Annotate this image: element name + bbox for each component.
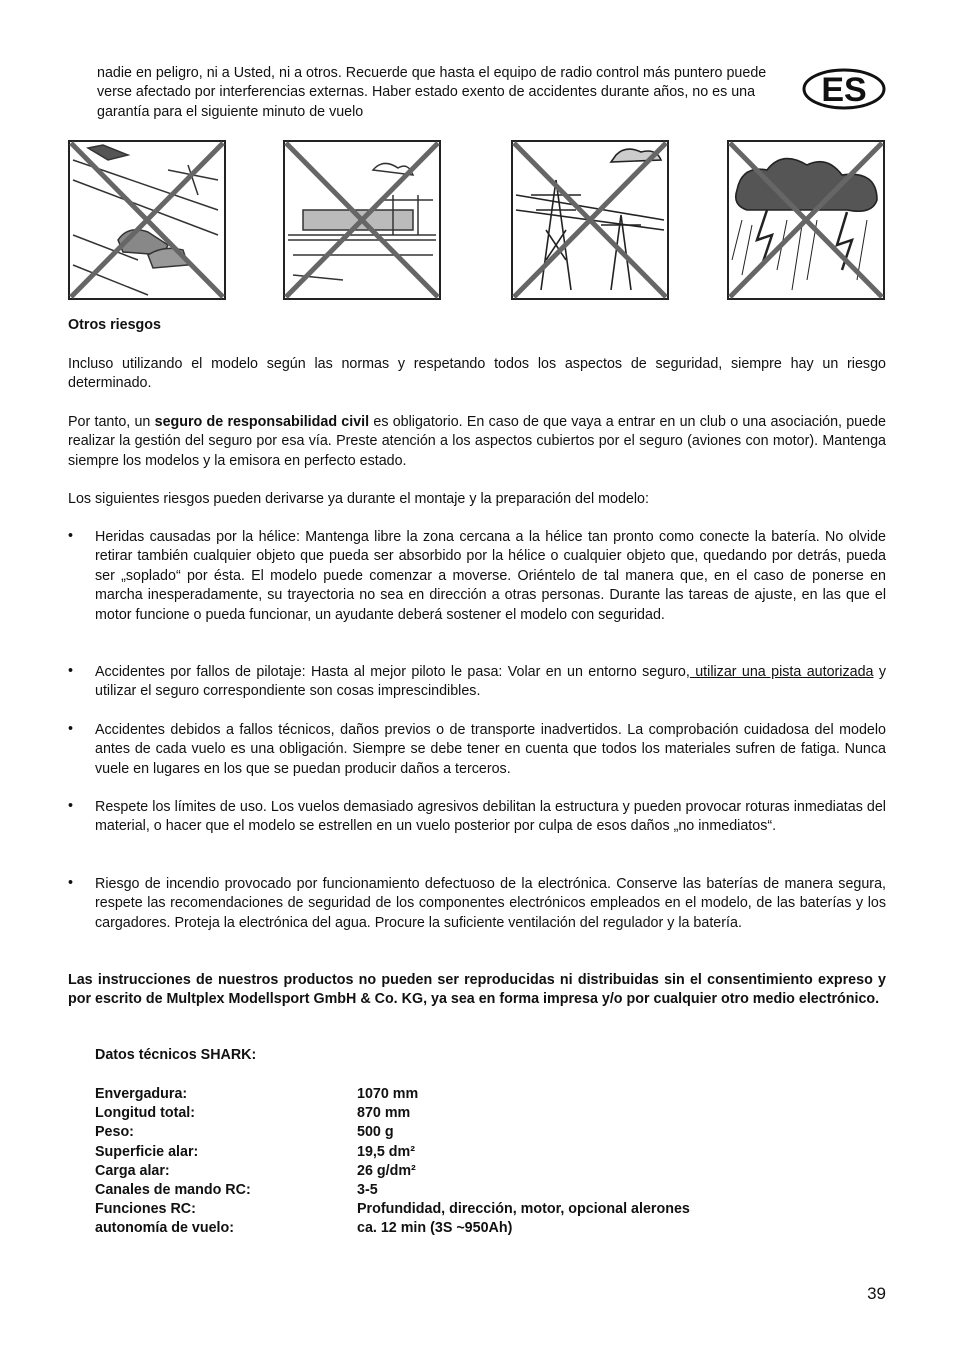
crossed-railway-icon bbox=[283, 140, 441, 300]
table-row: Canales de mando RC: 3-5 bbox=[95, 1181, 378, 1198]
crossed-thunderstorm-icon bbox=[727, 140, 885, 300]
insurance-emphasis: seguro de responsabilidad civil bbox=[154, 414, 370, 430]
bullet-symbol: • bbox=[68, 798, 74, 814]
table-row: autonomía de vuelo: ca. 12 min (3S ~950Ah) bbox=[95, 1220, 513, 1237]
bullet-symbol: • bbox=[68, 528, 74, 544]
table-row: Longitud total: 870 mm bbox=[95, 1105, 411, 1122]
language-badge-es bbox=[802, 68, 886, 110]
paragraph-insurance: Por tanto, un seguro de responsabilidad civil es obligatorio. En caso de que vaya a entrar en un club o una asociación, puede realizar la gestión del seguro por esa vía. Preste atención a los aspectos cubiertos por el seguro (aviones con motor). Mantenga siempre los modelos y la emisora en perfecto estado. bbox=[68, 414, 886, 469]
crossed-road-icon bbox=[68, 140, 226, 300]
bullet-symbol: • bbox=[68, 721, 74, 737]
paragraph-risk: Incluso utilizando el modelo según las normas y respetando todos los aspectos de seguridad, siempre hay un riesgo determinado. bbox=[68, 356, 886, 392]
table-row: Funciones RC: Profundidad, dirección, motor, opcional alerones bbox=[95, 1201, 690, 1218]
page-number: 39 bbox=[867, 1284, 886, 1303]
table-row: Peso: 500 g bbox=[95, 1124, 394, 1141]
specs-title: Datos técnicos SHARK: bbox=[95, 1047, 257, 1063]
paragraph-risks-intro: Los siguientes riesgos pueden derivarse ya durante el montaje y la preparación del modelo: bbox=[68, 491, 649, 507]
crossed-power-lines-icon bbox=[511, 140, 669, 300]
underlined-phrase: utilizar una pista autorizada bbox=[689, 664, 874, 680]
table-row: Superficie alar: 19,5 dm² bbox=[95, 1143, 416, 1160]
bullet-symbol: • bbox=[68, 875, 74, 891]
svg-text:ES: ES bbox=[821, 71, 867, 109]
intro-paragraph: nadie en peligro, ni a Usted, ni a otros. Recuerde que hasta el equipo de radio control más puntero puede verse afectado por interferencias externas. Haber estado exento de accidentes durante años, no es una garantía para el siguiente minuto de vuelo bbox=[97, 65, 767, 120]
table-row: Carga alar: 26 g/dm² bbox=[95, 1162, 416, 1179]
copyright-notice: Las instrucciones de nuestros productos no pueden ser reproducidas ni distribuidas sin el consentimiento expreso y por escrito de Multplex Modellsport GmbH & Co. KG, ya sea en forma impresa y/o por cualquier otro medio electrónico. bbox=[68, 972, 886, 1008]
bullet-symbol: • bbox=[68, 663, 74, 679]
table-row: Envergadura: 1070 mm bbox=[95, 1086, 419, 1102]
section-heading: Otros riesgos bbox=[68, 317, 161, 333]
specs-table bbox=[95, 1086, 795, 1240]
